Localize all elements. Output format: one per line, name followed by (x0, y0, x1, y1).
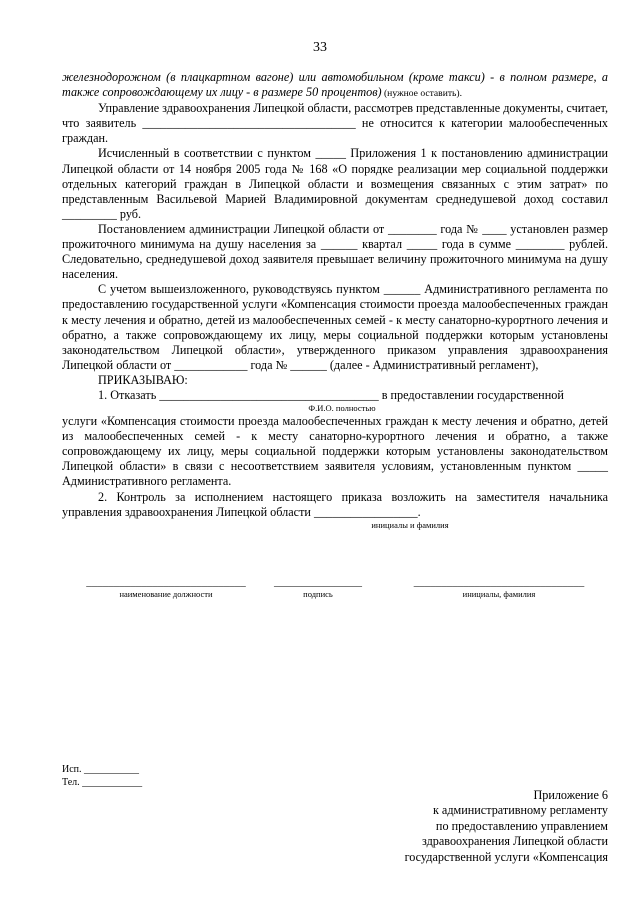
appendix-header (308, 788, 608, 865)
appendix-line: к административному регламенту (432, 803, 608, 818)
paragraph-service: услуги «Компенсация стоимости проезда малообеспеченных граждан к месту лечения и обратно, детей из малообеспеченных семей - к месту санаторно-курортного лечения и обратно, а также сопровождающему их лицу, меры социальной поддержки которым установлены законодательством Липецкой области» в связи с несоответствием заявителя условиям, установленным пунктом _____ Административного регламента. (62, 414, 608, 489)
transport-terms-italic: железнодорожном (в плацкартном вагоне) или автомобильном (кроме такси) - в полном размере, а также сопровождающему их лицу - в размере 50 процентов) (62, 70, 608, 100)
order-heading: ПРИКАЗЫВАЮ: (98, 372, 188, 387)
name-line: _______________________________ (413, 576, 585, 588)
signature-sign (268, 575, 368, 600)
appendix-line: здравоохранения Липецкой области (421, 834, 608, 849)
position-caption: наименование должности (119, 589, 213, 599)
position-line: _____________________________ (86, 576, 246, 588)
appendix-line: Приложение 6 (533, 788, 608, 802)
caption-initials: инициалы и фамилия (371, 519, 449, 530)
sign-caption: подпись (303, 589, 333, 599)
signature-position (78, 575, 254, 600)
page-number: 33 (313, 40, 327, 55)
document-body (62, 70, 608, 531)
paragraph-control: 2. Контроль за исполнением настоящего приказа возложить на заместителя начальника управления здравоохранения Липецкой области _________________. (62, 489, 608, 519)
paragraph-transport-terms (62, 70, 608, 101)
executor-block (62, 763, 142, 789)
sign-line: ________________ (274, 576, 362, 588)
caption-fio: Ф.И.О. полностью (308, 403, 376, 414)
executor-line: Исп. ___________ (62, 764, 140, 775)
paragraph-subsistence-minimum: Постановлением администрации Липецкой области от ________ года № ____ установлен размер прожиточного минимума на душу населения за ______ квартал _____ года в сумме ________ рублей. Следовательно, среднедушевой доход заявителя превышает величину прожиточного минимума на душу населения. (62, 221, 608, 282)
signature-name (404, 575, 594, 600)
paragraph-regulation: С учетом вышеизложенного, руководствуясь пунктом ______ Административного регламента по предоставлению государственной услуги «Компенсация стоимости проезда малообеспеченных граждан к месту лечения и обратно, детей из малообеспеченных семей - к месту санаторно-курортного лечения и обратно, а также сопровождающему их лицу, меры социальной поддержки которым установлены законодательством Липецкой области», утвержденного приказом управления здравоохранения Липецкой области от ____________ года № ______ (далее - Административный регламент), (62, 282, 608, 372)
paragraph-review: Управление здравоохранения Липецкой области, рассмотрев представленные документы, считает, что заявитель ___________________________________ не относится к категории малообеспеченных граждан. (62, 101, 608, 146)
appendix-line: по предоставлению управлением (435, 818, 608, 833)
appendix-line: государственной услуги «Компенсация (404, 849, 608, 864)
paragraph-income: Исчисленный в соответствии с пунктом _____ Приложения 1 к постановлению администрации Липецкой области от 14 ноября 2005 года № 168 «О порядке реализации мер социальной поддержки отдельных категорий граждан в Липецкой области и возмещения связанных с этим затрат» по представленным Васильевой Марией Владимировной документам среднедушевой доход составил _________ руб. (62, 146, 608, 221)
choose-note: (нужное оставить). (381, 88, 463, 100)
paragraph-refuse: 1. Отказать ____________________________________ в предоставлении государственной (98, 387, 564, 402)
name-caption: инициалы, фамилия (462, 589, 536, 599)
phone-line: Тел. ____________ (62, 777, 143, 788)
signature-block (62, 575, 608, 615)
